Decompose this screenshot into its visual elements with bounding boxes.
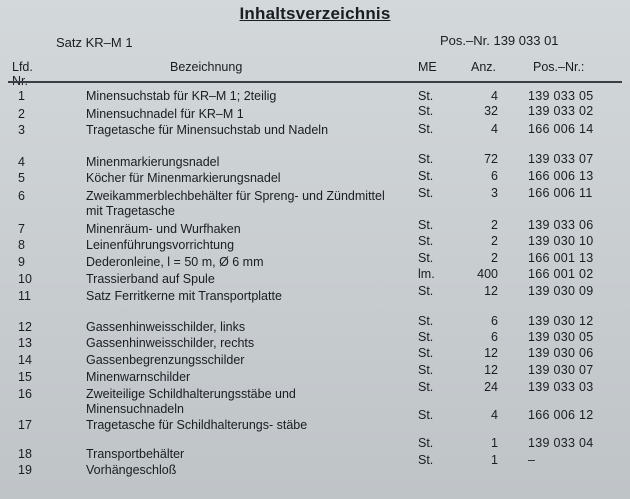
row-unit: St. bbox=[418, 152, 434, 166]
row-quantity: 4 bbox=[491, 408, 498, 422]
row-number: 6 bbox=[18, 189, 25, 203]
row-description: Transportbehälter bbox=[86, 447, 185, 461]
header-rule bbox=[8, 81, 622, 83]
row-quantity: 12 bbox=[484, 346, 498, 360]
row-number: 14 bbox=[18, 353, 32, 367]
set-designation: Satz KR–M 1 bbox=[56, 35, 133, 50]
row-unit: St. bbox=[418, 218, 434, 232]
row-unit: St. bbox=[418, 380, 434, 394]
header-anz: Anz. bbox=[471, 60, 497, 74]
row-quantity: 32 bbox=[484, 104, 498, 118]
row-unit: St. bbox=[418, 89, 434, 103]
row-quantity: 3 bbox=[491, 186, 498, 200]
header-me: ME bbox=[418, 60, 437, 74]
row-position-number: 139 030 05 bbox=[528, 330, 594, 344]
row-number: 15 bbox=[18, 370, 32, 384]
row-description: Trassierband auf Spule bbox=[86, 272, 215, 286]
row-unit: lm. bbox=[418, 267, 435, 281]
row-position-number: 139 030 06 bbox=[528, 346, 594, 360]
row-unit: St. bbox=[418, 186, 434, 200]
row-unit: St. bbox=[418, 234, 434, 248]
row-quantity: 24 bbox=[484, 380, 498, 394]
row-number: 5 bbox=[18, 171, 25, 185]
row-unit: St. bbox=[418, 453, 434, 467]
row-quantity: 2 bbox=[491, 251, 498, 265]
row-quantity: 4 bbox=[491, 122, 498, 136]
row-description: Dederonleine, l = 50 m, Ø 6 mm bbox=[86, 255, 264, 269]
row-position-number: 166 006 13 bbox=[528, 169, 594, 183]
row-position-number: 139 030 10 bbox=[528, 234, 594, 248]
row-quantity: 2 bbox=[491, 218, 498, 232]
row-unit: St. bbox=[418, 122, 434, 136]
row-quantity: 6 bbox=[491, 169, 498, 183]
row-position-number: 139 033 06 bbox=[528, 218, 594, 232]
row-description: Tragetasche für Schildhalterungs- stäbe bbox=[86, 418, 308, 432]
row-number: 1 bbox=[18, 89, 25, 103]
row-number: 8 bbox=[18, 238, 25, 252]
row-quantity: 6 bbox=[491, 330, 498, 344]
row-quantity: 6 bbox=[491, 314, 498, 328]
row-position-number: 139 030 09 bbox=[528, 284, 594, 298]
row-quantity: 4 bbox=[491, 89, 498, 103]
row-position-number: 139 033 05 bbox=[528, 89, 594, 103]
header-lfd-nr bbox=[12, 60, 33, 88]
row-quantity: 12 bbox=[484, 284, 498, 298]
row-description: Leinenführungsvorrichtung bbox=[86, 238, 235, 252]
header-lfd-line2: Nr. bbox=[12, 74, 28, 88]
row-quantity: 1 bbox=[491, 453, 498, 467]
row-unit: St. bbox=[418, 314, 434, 328]
row-position-number: 139 033 07 bbox=[528, 152, 594, 166]
row-description: Gassenhinweisschilder, rechts bbox=[86, 336, 255, 350]
page-title: Inhaltsverzeichnis bbox=[239, 4, 391, 23]
row-description: Köcher für Minenmarkierungsnadel bbox=[86, 171, 281, 185]
row-number: 13 bbox=[18, 336, 32, 350]
row-description: Minenräum- und Wurfhaken bbox=[86, 222, 241, 236]
row-description: Minenwarnschilder bbox=[86, 370, 191, 384]
row-unit: St. bbox=[418, 363, 434, 377]
header-bezeichnung: Bezeichnung bbox=[170, 60, 243, 74]
row-number: 12 bbox=[18, 320, 32, 334]
row-position-number: 139 030 12 bbox=[528, 314, 594, 328]
row-quantity: 2 bbox=[491, 234, 498, 248]
row-position-number: 139 030 07 bbox=[528, 363, 594, 377]
row-number: 11 bbox=[18, 289, 31, 303]
row-number: 3 bbox=[18, 123, 25, 137]
row-description: Tragetasche für Minensuchstab und Nadeln bbox=[86, 123, 329, 137]
row-description: Zweiteilige Schildhalterungsstäbe und Minensuchnadeln bbox=[86, 387, 296, 416]
row-description: Zweikammerblechbehälter für Spreng- und Zündmittel mit Tragetasche bbox=[86, 189, 385, 218]
position-number: Pos.–Nr. 139 033 01 bbox=[440, 33, 559, 48]
row-position-number: 139 033 02 bbox=[528, 104, 594, 118]
row-unit: St. bbox=[418, 169, 434, 183]
header-lfd-line1: Lfd. bbox=[12, 60, 33, 74]
row-description: Vorhängeschloß bbox=[86, 463, 177, 477]
row-quantity: 12 bbox=[484, 363, 498, 377]
row-unit: St. bbox=[418, 104, 434, 118]
row-unit: St. bbox=[418, 346, 434, 360]
row-unit: St. bbox=[418, 251, 434, 265]
row-position-number: 139 033 03 bbox=[528, 380, 594, 394]
row-number: 18 bbox=[18, 447, 32, 461]
row-description: Minenmarkierungsnadel bbox=[86, 155, 220, 169]
row-position-number: – bbox=[528, 453, 536, 467]
row-number: 10 bbox=[18, 272, 32, 286]
row-quantity: 1 bbox=[491, 436, 498, 450]
row-description: Minensuchstab für KR–M 1; 2teilig bbox=[86, 89, 277, 103]
row-description: Gassenbegrenzungsschilder bbox=[86, 353, 245, 367]
row-description: Satz Ferritkerne mit Transportplatte bbox=[86, 289, 282, 303]
row-unit: St. bbox=[418, 284, 434, 298]
row-position-number: 139 033 04 bbox=[528, 436, 594, 450]
row-unit: St. bbox=[418, 330, 434, 344]
row-position-number: 166 006 12 bbox=[528, 408, 594, 422]
row-number: 17 bbox=[18, 418, 32, 432]
row-number: 2 bbox=[18, 107, 25, 121]
row-position-number: 166 001 13 bbox=[528, 251, 594, 265]
row-unit: St. bbox=[418, 408, 434, 422]
row-description: Minensuchnadel für KR–M 1 bbox=[86, 107, 244, 121]
row-position-number: 166 001 02 bbox=[528, 267, 594, 281]
row-quantity: 400 bbox=[477, 267, 498, 281]
row-description: Gassenhinweisschilder, links bbox=[86, 320, 246, 334]
row-number: 4 bbox=[18, 155, 25, 169]
row-quantity: 72 bbox=[484, 152, 498, 166]
header-pos-nr: Pos.–Nr.: bbox=[533, 60, 585, 74]
row-number: 7 bbox=[18, 222, 25, 236]
row-number: 9 bbox=[18, 255, 25, 269]
row-number: 19 bbox=[18, 463, 32, 477]
row-unit: St. bbox=[418, 436, 434, 450]
row-number: 16 bbox=[18, 387, 32, 401]
row-position-number: 166 006 11 bbox=[528, 186, 593, 200]
row-position-number: 166 006 14 bbox=[528, 122, 594, 136]
